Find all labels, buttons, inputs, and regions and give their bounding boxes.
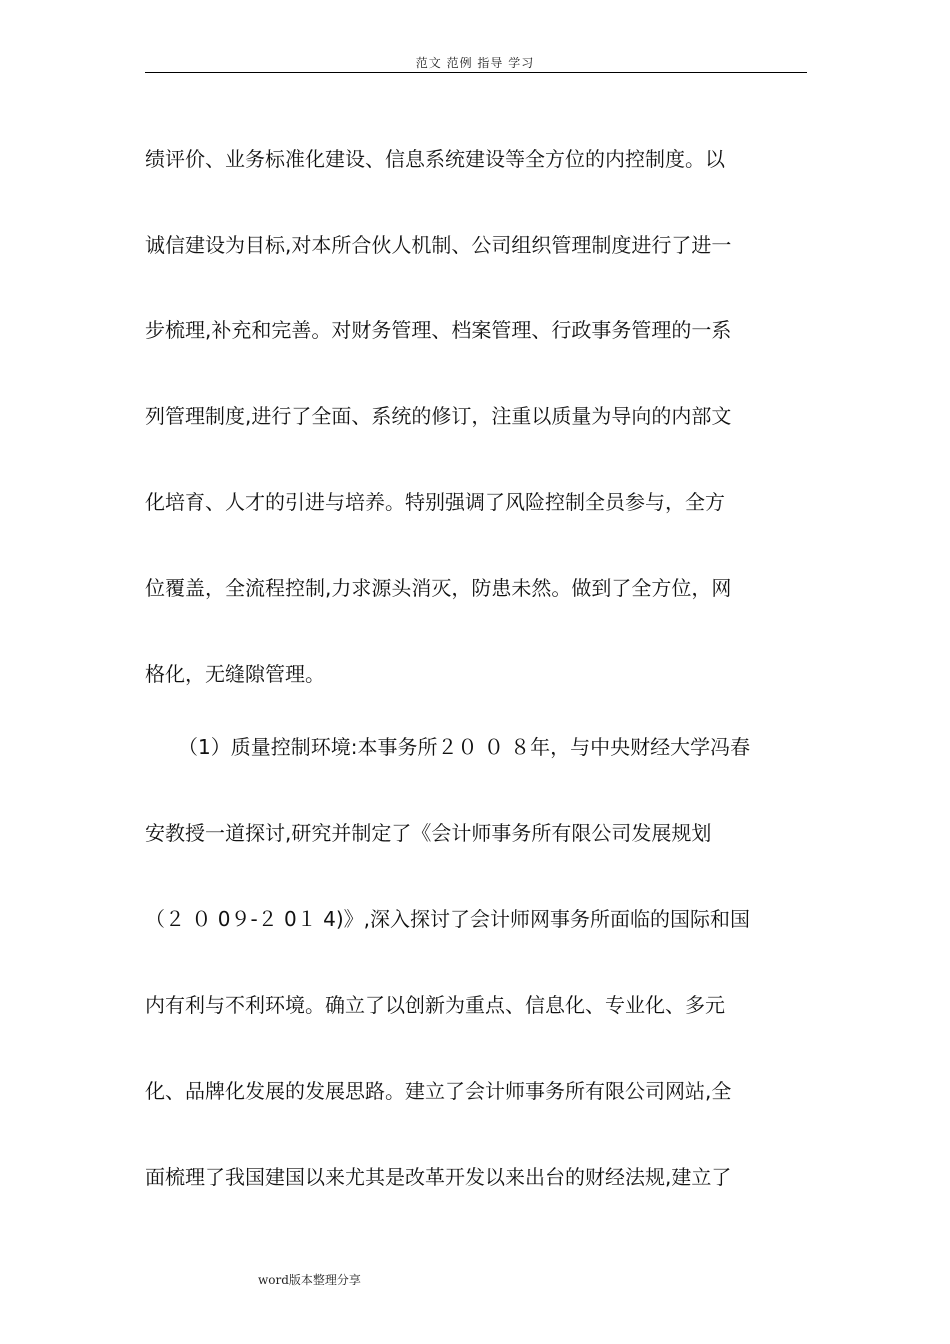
body-line-12: 化、品牌化发展的发展思路。建立了会计师事务所有限公司网站,全	[145, 1079, 732, 1103]
body-line-11: 内有利与不利环境。确立了以创新为重点、信息化、专业化、多元	[145, 993, 725, 1017]
page-footer: word版本整理分享	[258, 1273, 361, 1287]
body-line-3: 步梳理,补充和完善。对财务管理、档案管理、行政事务管理的一系	[145, 318, 732, 342]
body-line-1: 绩评价、业务标准化建设、信息系统建设等全方位的内控制度。以	[145, 147, 725, 171]
page-header: 范文 范例 指导 学习	[415, 56, 535, 70]
header-divider	[145, 72, 807, 73]
body-line-6: 位覆盖，全流程控制,力求源头消灭，防患未然。做到了全方位，网	[145, 576, 732, 600]
body-line-7: 格化，无缝隙管理。	[145, 662, 325, 686]
body-line-10: （２ ０ 0９-２ 0１ 4)》,深入探讨了会计师网事务所面临的国际和国	[145, 907, 750, 931]
body-line-13: 面梳理了我国建国以来尤其是改革开发以来出台的财经法规,建立了	[145, 1165, 732, 1189]
body-line-8-paragraph-start: （1）质量控制环境:本事务所２０ ０ ８年，与中央财经大学冯春	[178, 735, 751, 759]
body-line-9: 安教授一道探讨,研究并制定了《会计师事务所有限公司发展规划	[145, 821, 712, 845]
body-line-2: 诚信建设为目标,对本所合伙人机制、公司组织管理制度进行了进一	[145, 233, 732, 257]
body-line-4: 列管理制度,进行了全面、系统的修订，注重以质量为导向的内部文	[145, 404, 732, 428]
body-line-5: 化培育、人才的引进与培养。特别强调了风险控制全员参与，全方	[145, 490, 725, 514]
